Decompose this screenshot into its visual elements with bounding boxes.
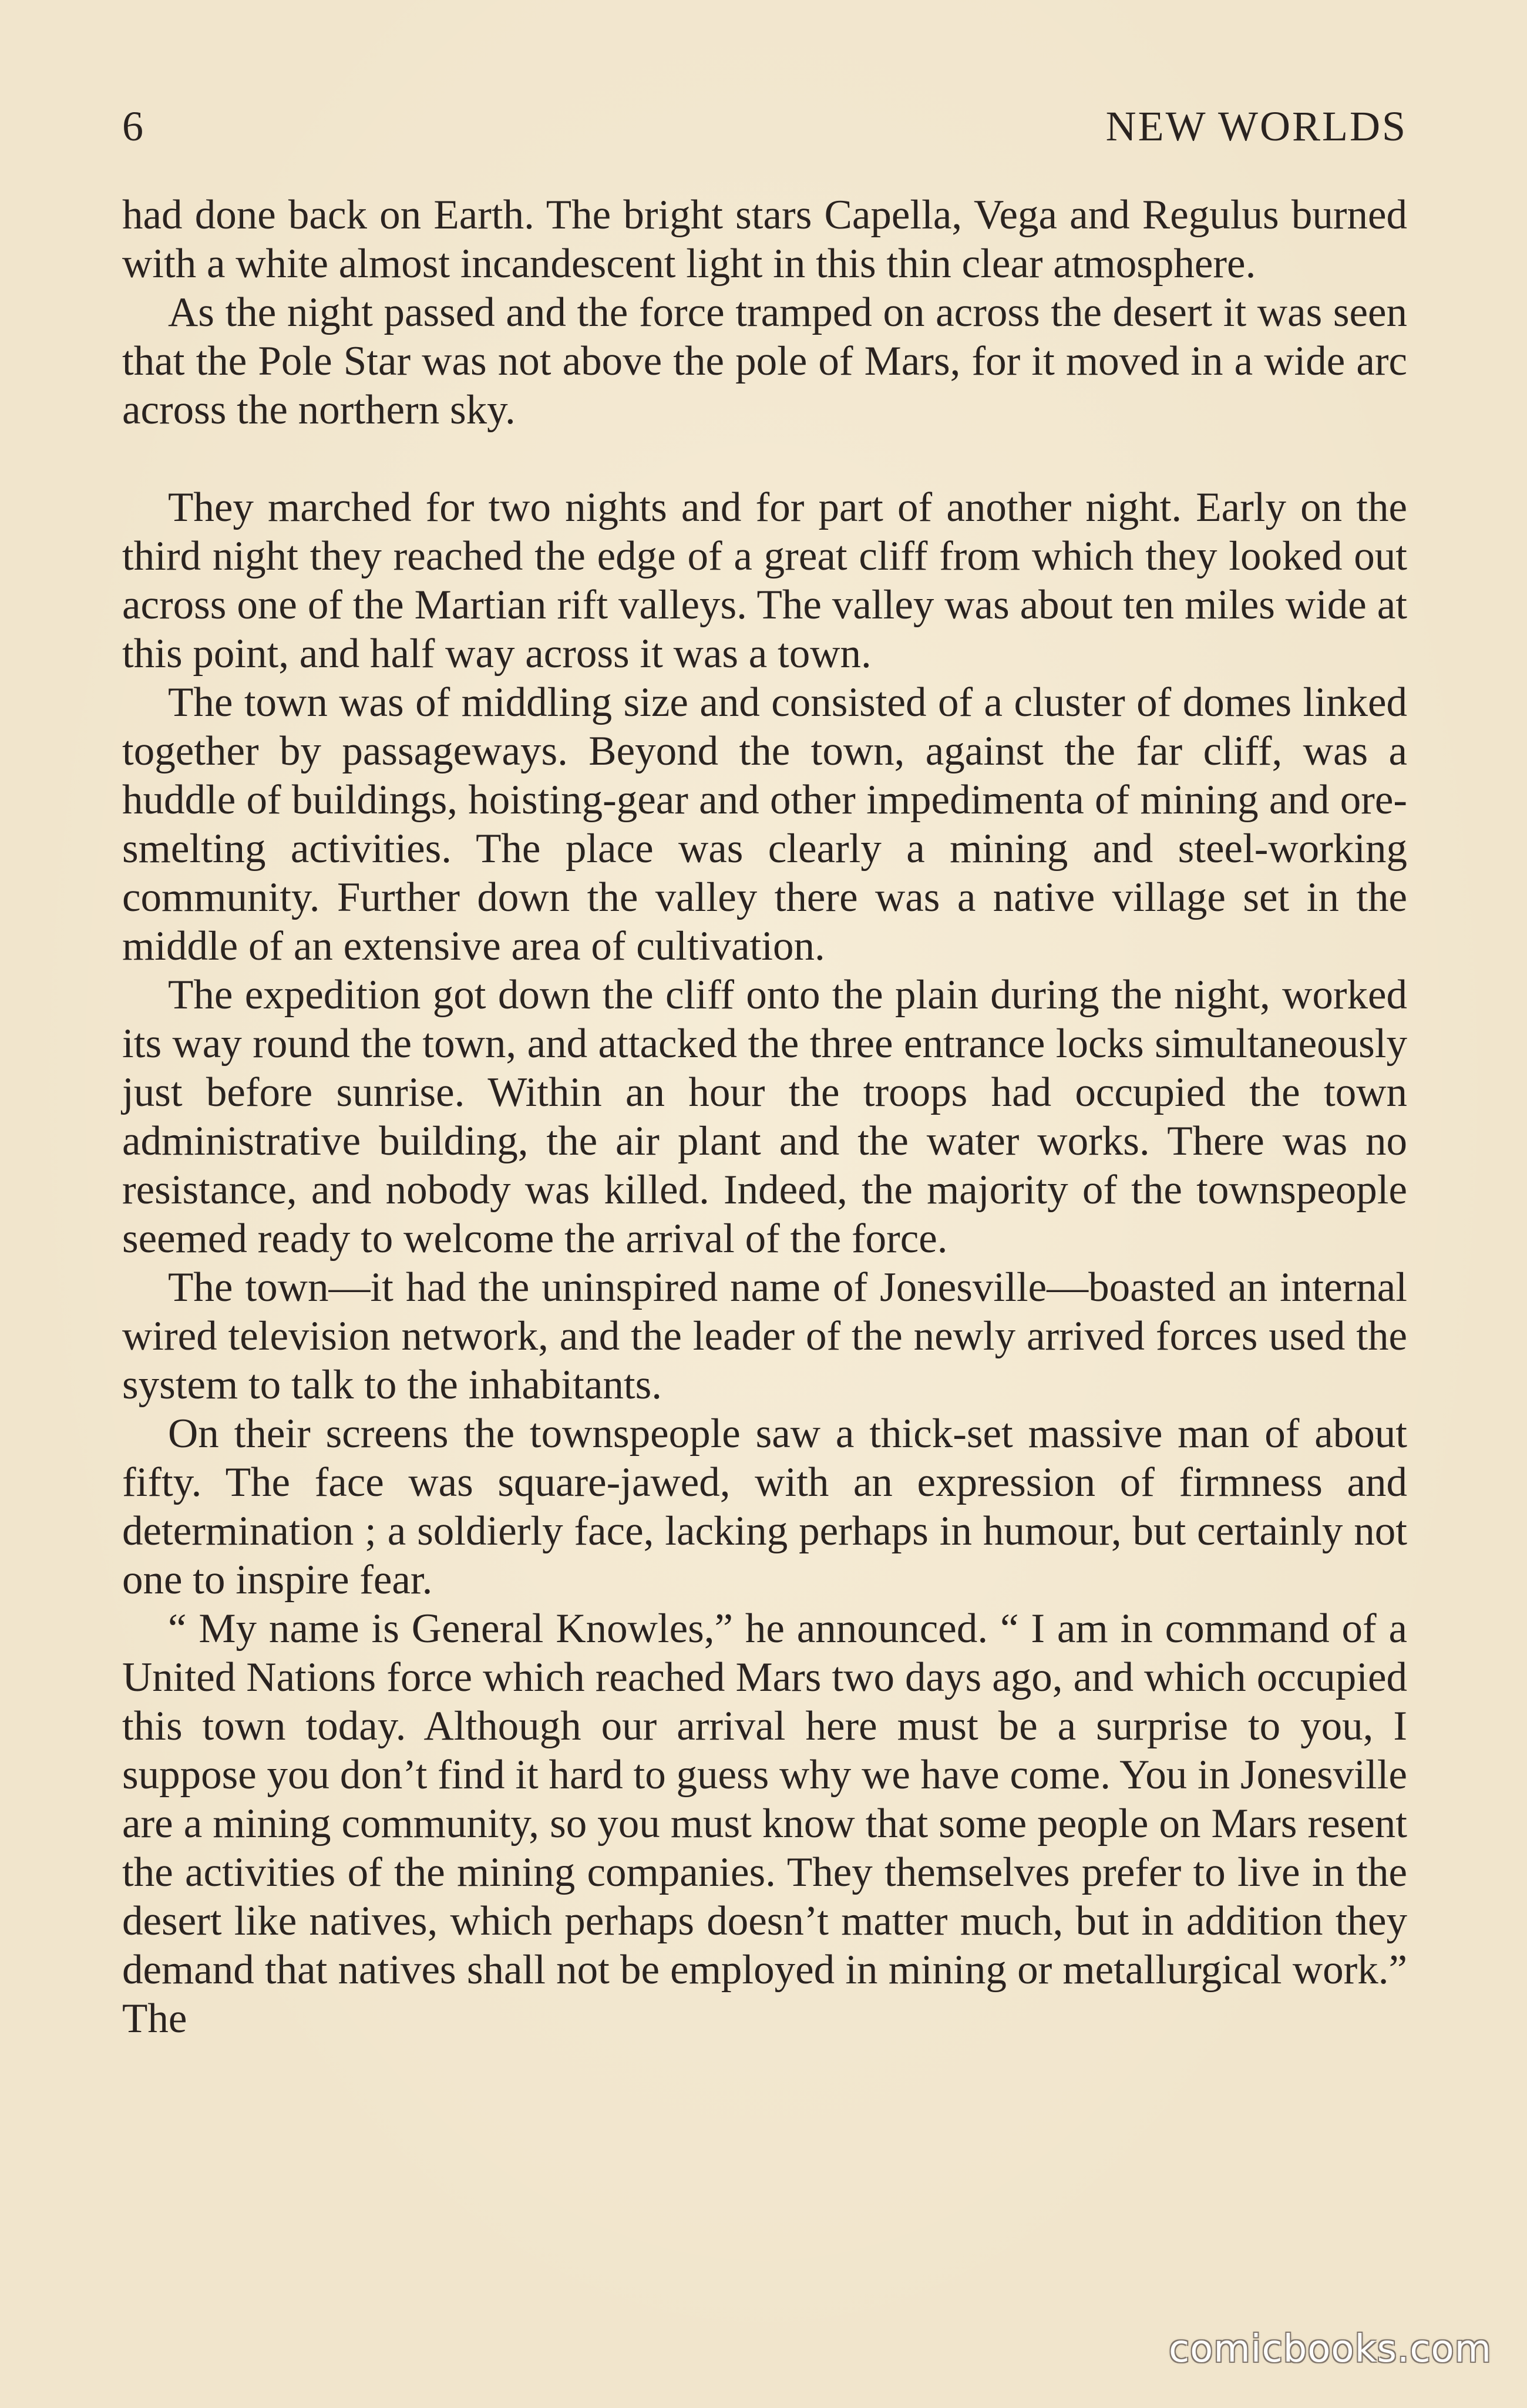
paragraph-5: The expedition got down the cliff onto the plain during the night, worked its way round the town, and attacked the three entrance locks simultaneously just before sunrise. Within an hour the troops had occupied the town administrative building, the air plant and the water works. There was no resistance, and nobody was killed. Indeed, the majority of the townspeople seemed ready to welcome the arrival of the force. [122,972,1407,1262]
section-break [122,435,1407,483]
paragraph-7: On their screens the townspeople saw a thick-set massive man of about fifty. The face was square-jawed, with an expression of firmness and determination ; a soldierly face, lacking perhaps in humour, but certainly not one to inspire fear. [122,1411,1407,1603]
watermark-logo: comicbooks.com [1168,2328,1492,2371]
body-text [122,191,1407,2043]
paragraph-4: The town was of middling size and consisted of a cluster of domes linked together by passageways. Beyond the town, against the far cliff, was a huddle of buildings, hoisting-gear and other impedimenta of mining and ore-smelting activities. The place was clearly a mining and steel-working community. Further down the valley there was a native village set in the middle of an extensive area of cultivation. [122,680,1407,969]
paragraph-8: “ My name is General Knowles,” he announced. “ I am in command of a United Nations force which reached Mars two days ago, and which occupied this town today. Although our arrival here must be a surprise to you, I suppose you don’t find it hard to guess why we have come. You in Jonesville are a mining community, so you must know that some people on Mars resent the activities of the mining companies. They themselves prefer to live in the desert like natives, which perhaps doesn’t matter much, but in addition they demand that natives shall not be employed in mining or metallurgical work.” The [122,1606,1407,2042]
page-number: 6 [122,103,143,150]
paragraph-1: had done back on Earth. The bright stars Capella, Vega and Regulus burned with a white almost incandescent light in this thin clear atmosphere. [122,192,1407,287]
paragraph-3: They marched for two nights and for part of another night. Early on the third night they reached the edge of a great cliff from which they looked out across one of the Martian rift valleys. The valley was about ten miles wide at this point, and half way across it was a town. [122,485,1407,677]
paragraph-6: The town—it had the uninspired name of Jonesville—boasted an internal wired television network, and the leader of the newly arrived forces used the system to talk to the inhabitants. [122,1264,1407,1408]
paragraph-2: As the night passed and the force tramped on across the desert it was seen that the Pole Star was not above the pole of Mars, for it moved in a wide arc across the northern sky. [122,290,1407,433]
running-head: NEW WORLDS [1105,103,1407,150]
page-header [122,100,1407,153]
